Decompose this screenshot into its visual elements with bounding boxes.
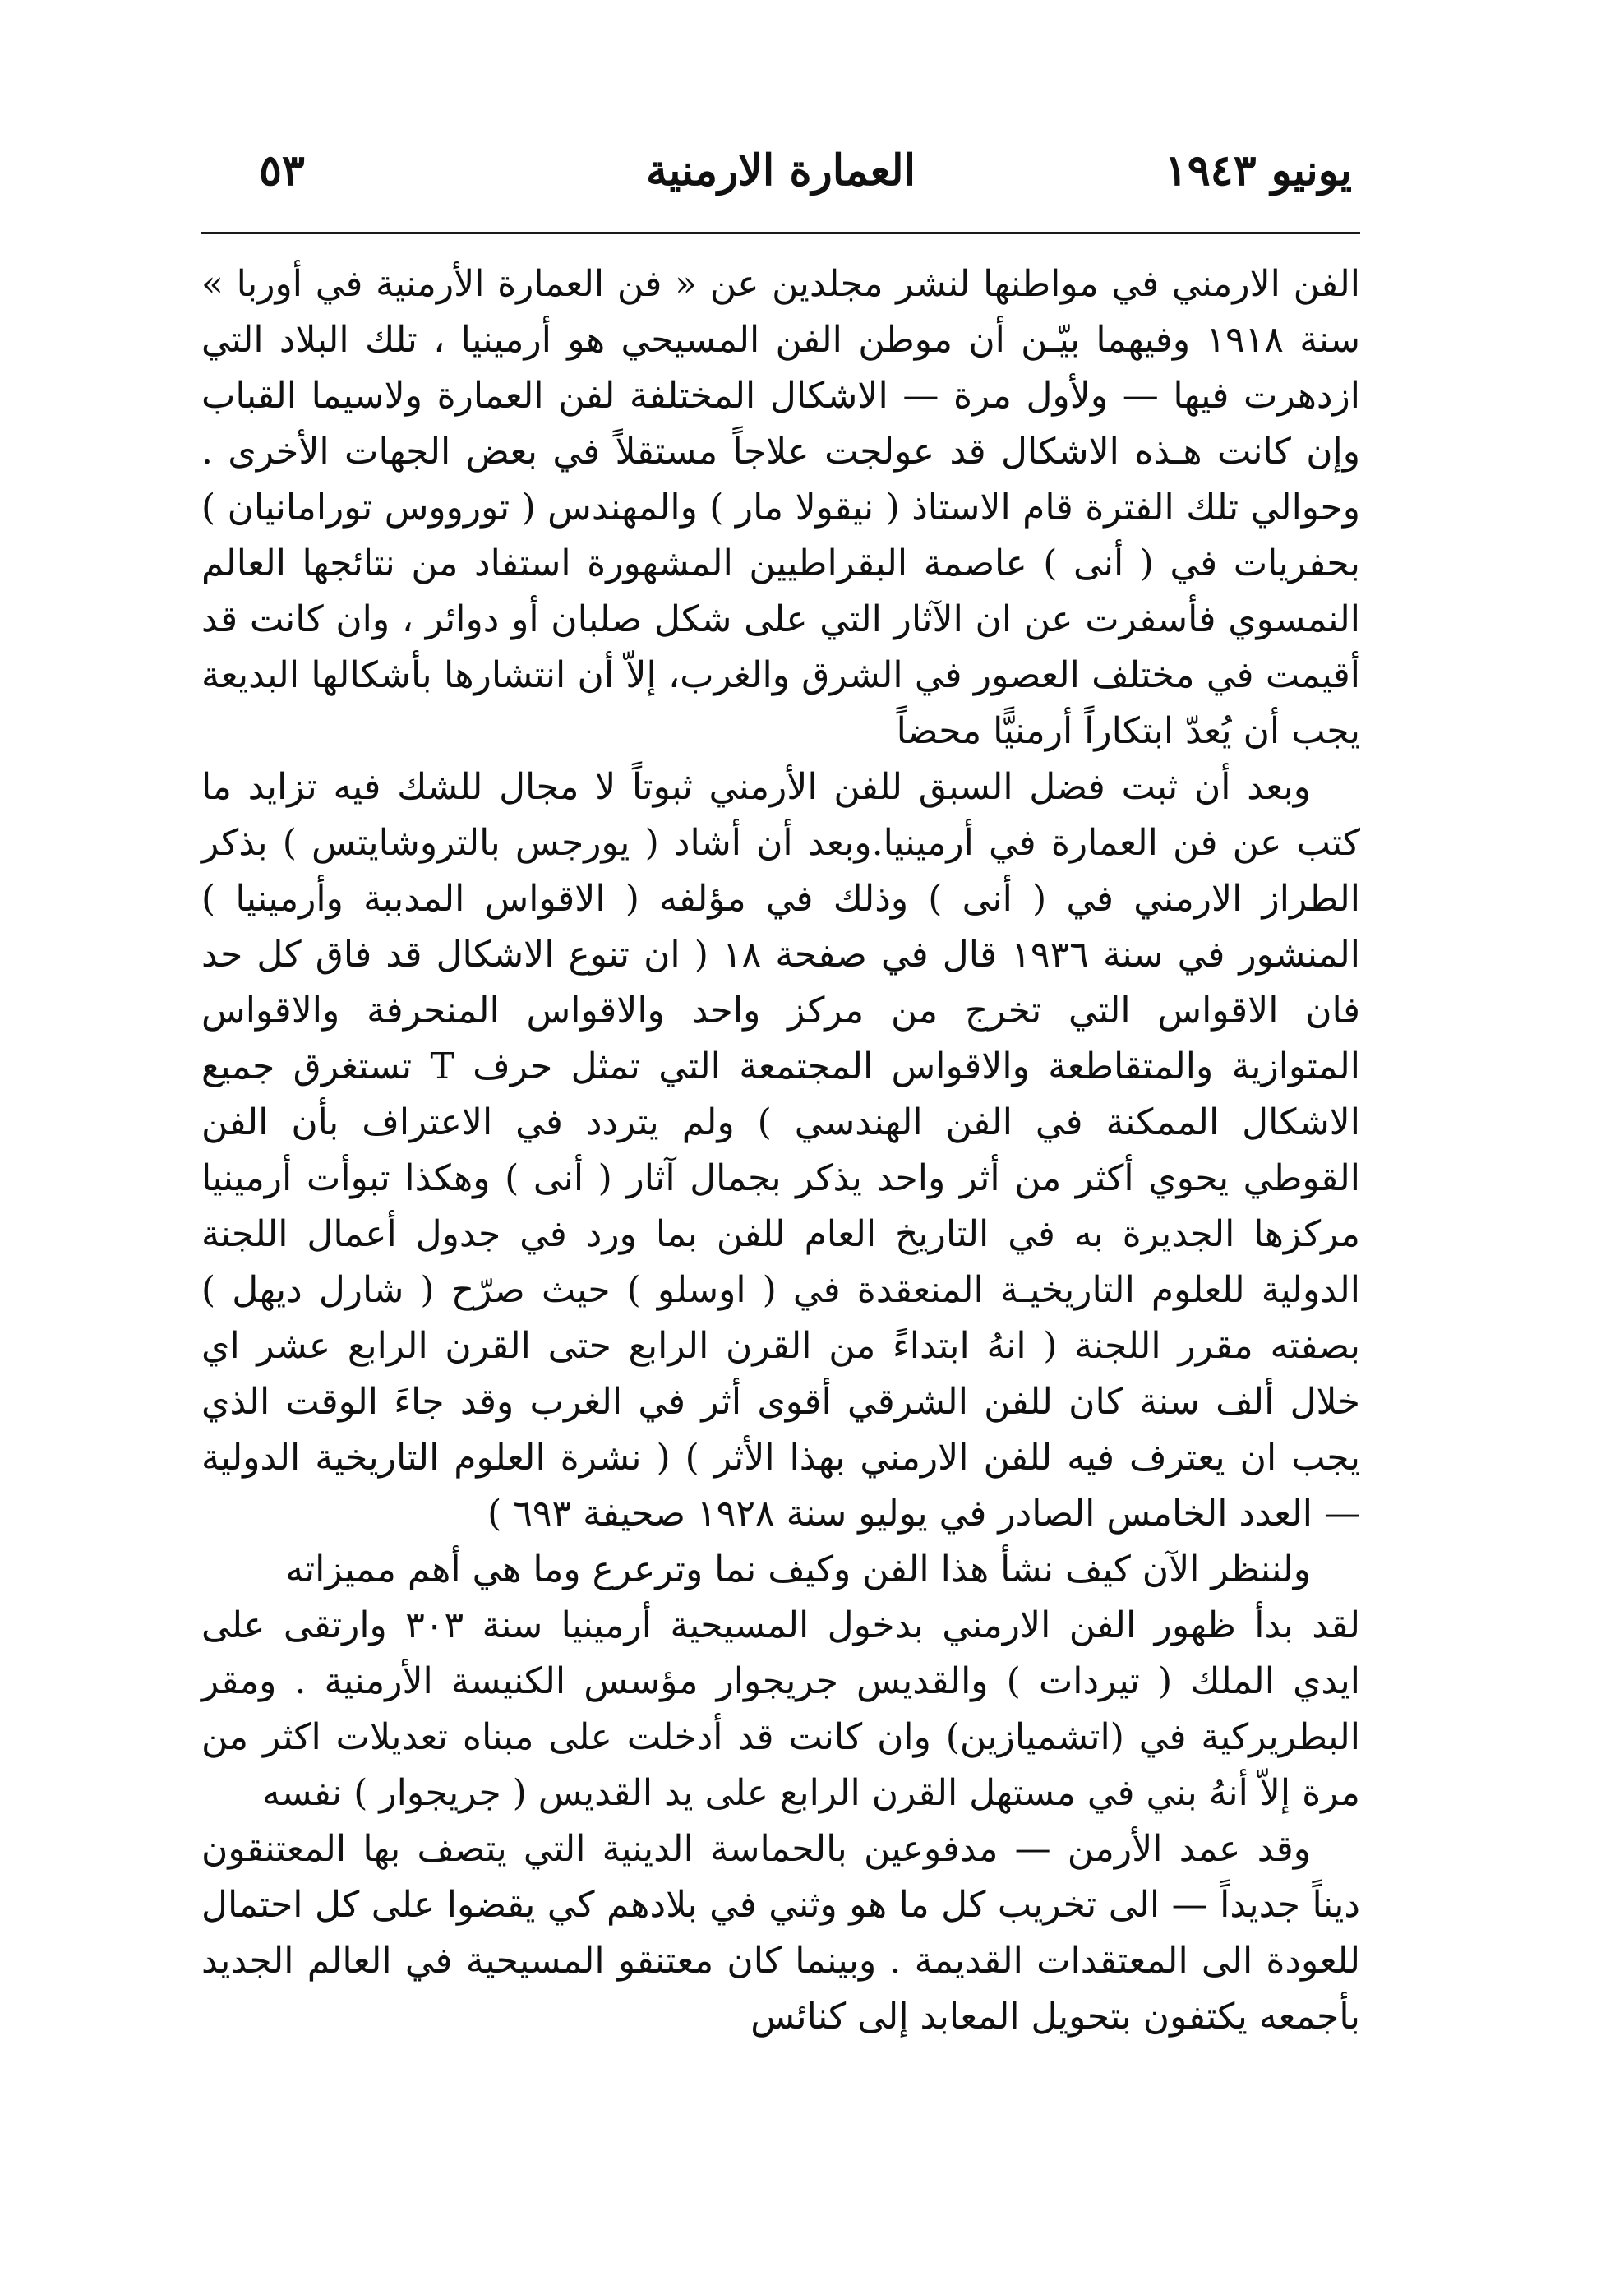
- page-number: ٥٣: [259, 145, 305, 196]
- paragraph-4: لقد بدأ ظهور الفن الارمني بدخول المسيحية أرمينيا سنة ٣٠٣ وارتقى على ايدي الملك ( تيردات ) والقديس جريجوار مؤسس الكنيسة الأرمنية . ومقر البطريركية في (اتشميازين) وان كانت قد أدخلت على مبناه تعديلات اكثر من مرة إلاّ أنهُ بني في مستهل القرن الرابع على يد القديس ( جريجوار ) نفسه: [201, 1604, 1360, 1814]
- page-header: [201, 138, 1360, 204]
- paragraph-3: ولننظر الآن كيف نشأ هذا الفن وكيف نما وترعرع وما هي أهم مميزاته: [285, 1549, 1311, 1590]
- paragraph-5: وقد عمد الأرمن — مدفوعين بالحماسة الدينية التي يتصف بها المعتنقون ديناً جديداً — الى تخريب كل ما هو وثني في بلادهم كي يقضوا على كل احتمال للعودة الى المعتقدات القديمة . وبينما كان معتنقو المسيحية في العالم الجديد بأجمعه يكتفون بتحويل المعابد إلى كنائس: [201, 1828, 1360, 2038]
- paragraph-1: الفن الارمني في مواطنها لنشر مجلدين عن « فن العمارة الأرمنية في أوربا » سنة ١٩١٨ وفيهما بيّـن أن موطن الفن المسيحي هو أرمينيا ، تلك البلاد التي ازدهرت فيها — ولأول مرة — الاشكال المختلفة لفن العمارة ولاسيما القباب وإن كانت هـذه الاشكال قد عولجت علاجاً مستقلاً في بعض الجهات الأخرى . وحوالي تلك الفترة قام الاستاذ ( نيقولا مار ) والمهندس ( تورووس تورامانيان ) بحفريات في ( أنى ) عاصمة البقراطيين المشهورة استفاد من نتائجها العالم النمسوي فأسفرت عن ان الآثار التي على شكل صلبان أو دوائر ، وان كانت قد أقيمت في مختلف العصور في الشرق والغرب، إلاّ أن انتشارها بأشكالها البديعة يجب أن يُعدّ ابتكاراً أرمنيًّا محضاً: [201, 263, 1360, 752]
- header-rule: [201, 232, 1360, 234]
- running-title: العمارة الارمنية: [645, 145, 916, 196]
- article-body: [201, 256, 1360, 2045]
- paragraph-2: وبعد أن ثبت فضل السبق للفن الأرمني ثبوتاً لا مجال للشك فيه تزايد ما كتب عن فن العمارة في أرمينيا.وبعد أن أشاد ( يورجس بالتروشايتس ) بذكر الطراز الارمني في ( أنى ) وذلك في مؤلفه ( الاقواس المدببة وأرمينيا ) المنشور في سنة ١٩٣٦ قال في صفحة ١٨ ( ان تنوع الاشكال قد فاق كل حد فان الاقواس التي تخرج من مركز واحد والاقواس المنحرفة والاقواس المتوازية والمتقاطعة والاقواس المجتمعة التي تمثل حرف T تستغرق جميع الاشكال الممكنة في الفن الهندسي ) ولم يتردد في الاعتراف بأن الفن القوطي يحوي أكثر من أثر واحد يذكر بجمال آثار ( أنى ) وهكذا تبوأت أرمينيا مركزها الجديرة به في التاريخ العام للفن بما ورد في جدول أعمال اللجنة الدولية للعلوم التاريخيـة المنعقدة في ( اوسلو ) حيث صرّح ( شارل ديهل ) بصفته مقرر اللجنة ( انهُ ابتداءً من القرن الرابع حتى القرن الرابع عشر اي خلال ألف سنة كان للفن الشرقي أقوى أثر في الغرب وقد جاءَ الوقت الذي يجب ان يعترف فيه للفن الارمني بهذا الأثر ) ( نشرة العلوم التاريخية الدولية — العدد الخامس الصادر في يوليو سنة ١٩٢٨ صحيفة ٦٩٣ ): [201, 766, 1361, 1535]
- header-date: يونيو ١٩٤٣: [1164, 145, 1352, 196]
